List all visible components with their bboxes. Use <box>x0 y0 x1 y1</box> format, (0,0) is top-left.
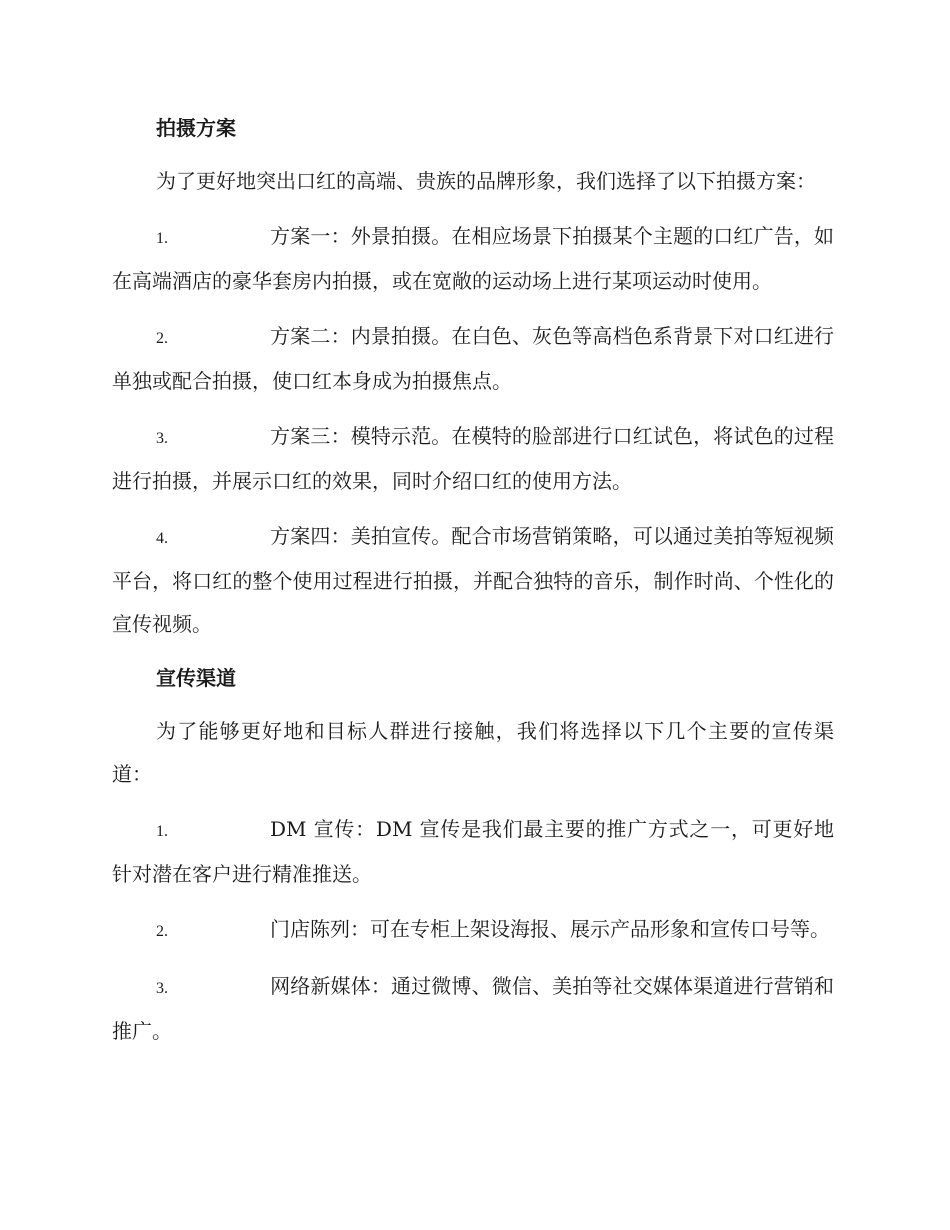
list-item <box>112 908 834 953</box>
list-number: 4. <box>156 530 168 547</box>
list-item-text: 方案一：外景拍摄。在相应场景下拍摄某个主题的口红广告，如在高端酒店的豪华套房内拍摄，或在宽敞的运动场上进行某项运动时使用。 <box>112 224 834 293</box>
list-number: 3. <box>156 430 168 447</box>
section-intro-shooting-plan: 为了更好地突出口红的高端、贵族的品牌形象，我们选择了以下拍摄方案： <box>156 169 816 193</box>
list-item <box>112 215 834 303</box>
section-heading-shooting-plan: 拍摄方案 <box>156 116 236 140</box>
list-item-text: 网络新媒体：通过微博、微信、美拍等社交媒体渠道进行营销和推广。 <box>112 974 834 1043</box>
list-item-text: DM 宣传：DM 宣传是我们最主要的推广方式之一，可更好地针对潜在客户进行精准推送。 <box>112 817 834 886</box>
section-heading-promotion-channels: 宣传渠道 <box>156 666 236 690</box>
section-intro-promotion-channels: 为了能够更好地和目标人群进行接触，我们将选择以下几个主要的宣传渠道： <box>112 719 834 786</box>
list-item <box>112 808 834 896</box>
document-content <box>112 108 834 1065</box>
list-number: 2. <box>156 330 168 347</box>
list-number: 1. <box>156 823 168 840</box>
list-number: 1. <box>156 230 168 247</box>
list-item-text: 方案三：模特示范。在模特的脸部进行口红试色，将试色的过程进行拍摄，并展示口红的效果，同时介绍口红的使用方法。 <box>112 424 834 493</box>
list-number: 2. <box>156 923 168 940</box>
list-item-text: 方案二：内景拍摄。在白色、灰色等高档色系背景下对口红进行单独或配合拍摄，使口红本身成为拍摄焦点。 <box>112 324 834 393</box>
list-item <box>112 415 834 503</box>
list-item-text: 门店陈列：可在专柜上架设海报、展示产品形象和宣传口号等。 <box>270 917 830 941</box>
list-number: 3. <box>156 980 168 997</box>
list-item <box>112 315 834 403</box>
list-item-text: 方案四：美拍宣传。配合市场营销策略，可以通过美拍等短视频平台，将口红的整个使用过程进行拍摄，并配合独特的音乐，制作时尚、个性化的宣传视频。 <box>112 524 834 636</box>
list-item <box>112 515 834 646</box>
list-item <box>112 965 834 1053</box>
